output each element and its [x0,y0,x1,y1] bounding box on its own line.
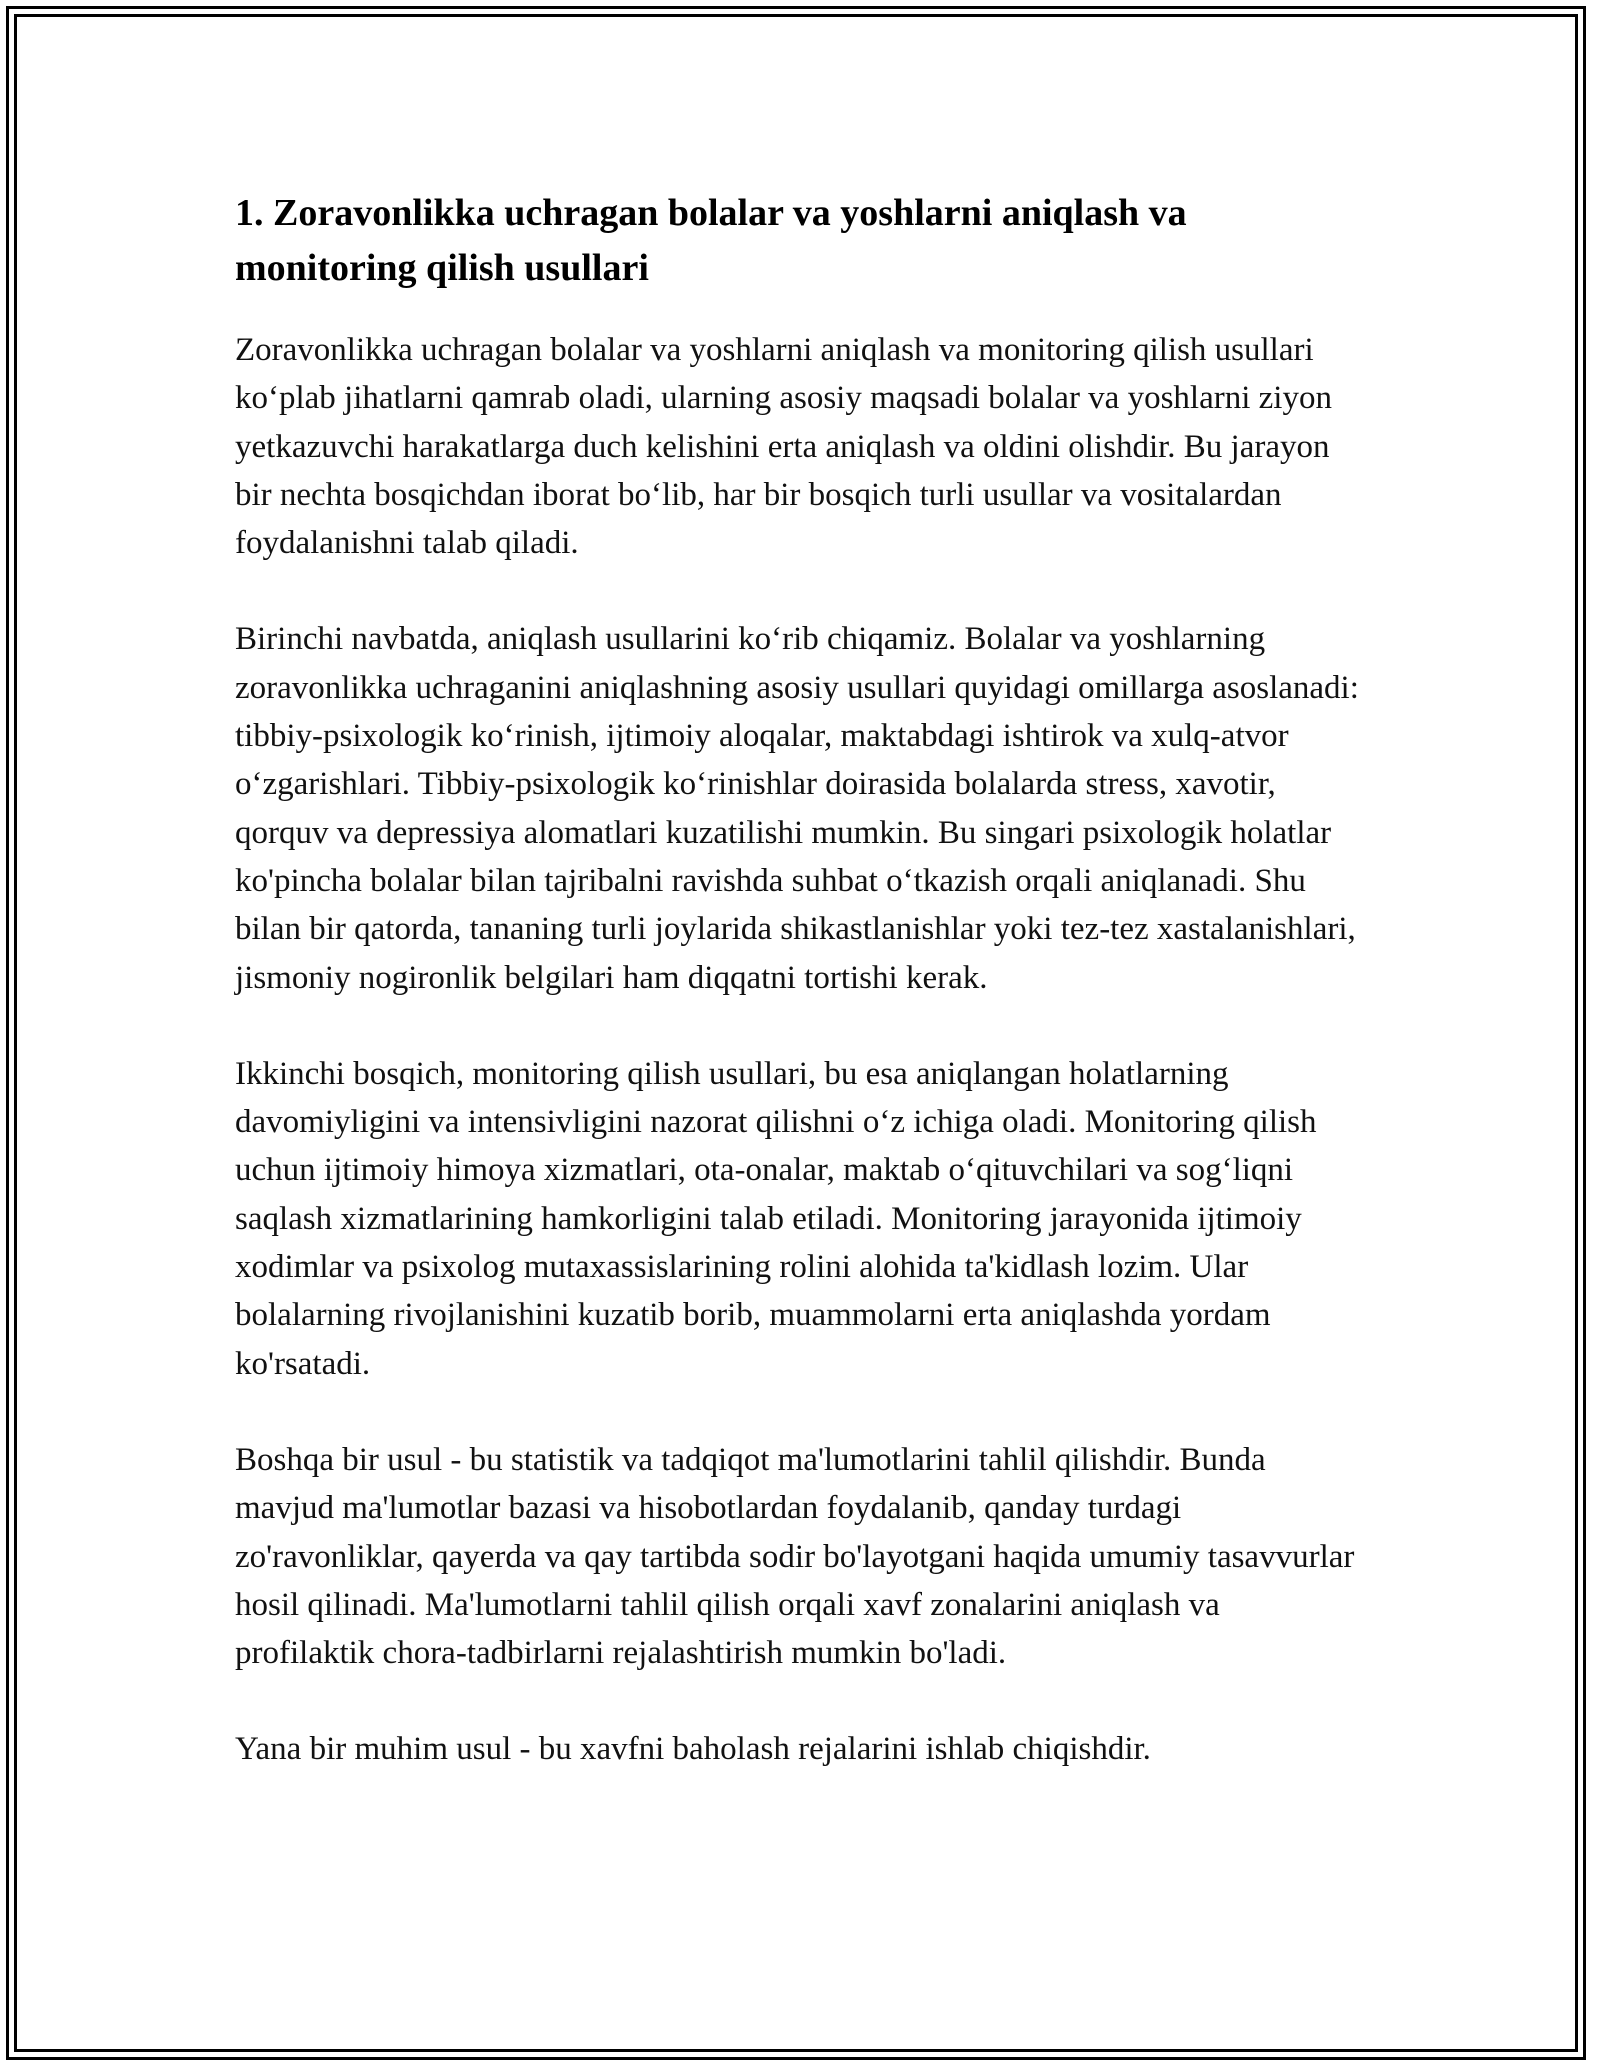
section-heading: 1. Zoravonlikka uchragan bolalar va yoshlarni aniqlash va monitoring qilish usullari [235,192,1187,289]
paragraph-monitoring: Ikkinchi bosqich, monitoring qilish usullari, bu esa aniqlangan holatlarning davomiyligini va intensivligini nazorat qilishni o‘z ichiga oladi. Monitoring qilish uchun ijtimoiy himoya xizmatlari, ota-onalar, maktab o‘qituvchilari va sog‘liqni saqlash xizmatlarining hamkorligini talab etiladi. Monitoring jarayonida ijtimoiy xodimlar va psixolog mutaxassislarining rolini alohida ta'kidlash lozim. Ular bolalarning rivojlanishini kuzatib borib, muammolarni erta aniqlashda yordam ko'rsatadi. [235,1055,1317,1382]
paragraph-risk-assessment: Yana bir muhim usul - bu xavfni baholash rejalarini ishlab chiqishdir. [235,1731,1151,1768]
paragraph-identification: Birinchi navbatda, aniqlash usullarini ko‘rib chiqamiz. Bolalar va yoshlarning zoravonlikka uchraganini aniqlashning asosiy usullari quyidagi omillarga asoslanadi: tibbiy-psixologik ko‘rinish, ijtimoiy aloqalar, maktabdagi ishtirok va xulq-atvor o‘zgarishlari. Tibbiy-psixologik ko‘rinishlar doirasida bolalarda stress, xavotir, qorquv va depressiya alomatlari kuzatilishi mumkin. Bu singari psixologik holatlar ko'pincha bolalar bilan tajribalni ravishda suhbat o‘tkazish orqali aniqlanadi. Shu bilan bir qatorda, tananing turli joylarida shikastlanishlar yoki tez-tez xastalanishlari, jismoniy nogironlik belgilari ham diqqatni tortishi kerak. [235,621,1359,996]
document-body [235,186,1365,1822]
paragraph-intro: Zoravonlikka uchragan bolalar va yoshlarni aniqlash va monitoring qilish usullari ko‘plab jihatlarni qamrab oladi, ularning asosiy maqsadi bolalar va yoshlarni ziyon yetkazuvchi harakatlarga duch kelishini erta aniqlash va oldini olishdir. Bu jarayon bir nechta bosqichdan iborat bo‘lib, har bir bosqich turli usullar va vositalardan foydalanishni talab qiladi. [235,332,1332,562]
paragraph-statistics: Boshqa bir usul - bu statistik va tadqiqot ma'lumotlarini tahlil qilishdir. Bunda mavjud ma'lumotlar bazasi va hisobotlardan foydalanib, qanday turdagi zo'ravonliklar, qayerda va qay tartibda sodir bo'layotgani haqida umumiy tasavvurlar hosil qilinadi. Ma'lumotlarni tahlil qilish orqali xavf zonalarini aniqlash va profilaktik chora-tadbirlarni rejalashtirish mumkin bo'ladi. [235,1441,1355,1672]
